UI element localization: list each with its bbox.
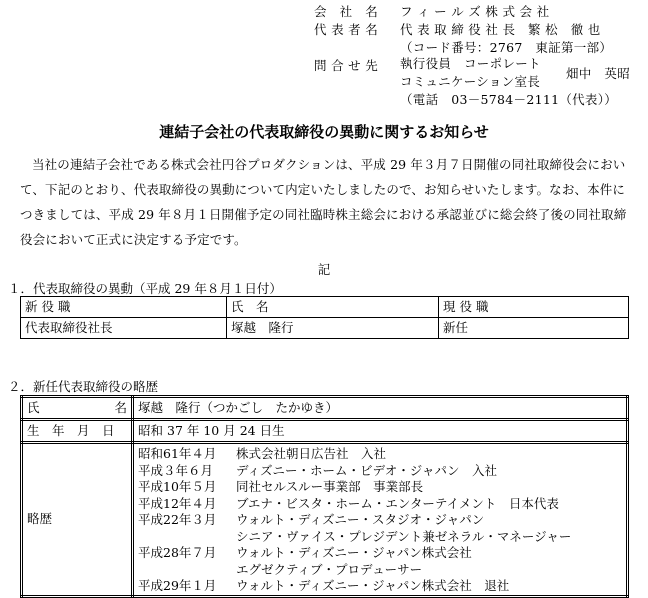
cell-name: 塚越 隆行 xyxy=(227,318,439,339)
table-row xyxy=(21,318,629,339)
contact-name: 畑中 英昭 xyxy=(566,66,631,81)
career-year: 平成12年４月 xyxy=(138,495,217,511)
career-year: 平成10年５月 xyxy=(138,479,217,494)
career-text: 株式会社朝日広告社 入社 xyxy=(236,446,387,461)
table-row xyxy=(22,420,628,443)
birth-value: 昭和 37 年 10 月 24 日生 xyxy=(133,420,628,443)
representative-label: 代 表 者 名 xyxy=(314,22,379,37)
career-text: エグゼクティブ・プロデューサー xyxy=(236,561,423,577)
career-year: 平成３年６月 xyxy=(138,462,214,478)
header-new-position: 新 役 職 xyxy=(21,297,227,318)
list-item xyxy=(138,512,622,529)
birth-label: 生 年 月 日 xyxy=(22,420,133,443)
section2-heading: ２．新任代表取締役の略歴 xyxy=(8,379,159,394)
career-list xyxy=(133,443,628,597)
page-title: 連結子会社の代表取締役の異動に関するお知らせ xyxy=(159,123,489,141)
body-line-1: 当社の連結子会社である株式会社円谷プロダクションは、平成 29 年３月７日開催の同社取締役会におい xyxy=(32,157,626,172)
section1-heading: １．代表取締役の異動（平成 29 年８月１日付） xyxy=(8,281,282,296)
list-item xyxy=(138,496,622,513)
body-line-2: て、下記のとおり、代表取締役の異動について内定いたしましたので、お知らせいたします。なお、本件に xyxy=(20,182,626,197)
career-text: ウォルト・ディズニー・ジャパン株式会社 xyxy=(236,545,472,560)
list-item xyxy=(138,463,622,480)
contact-phone: （電話 03－5784－2111（代表）） xyxy=(400,92,618,107)
table-row xyxy=(22,443,628,597)
contact-title-line1: 執行役員 コーポレート xyxy=(400,56,541,71)
body-line-3: つきましては、平成 29 年８月１日開催予定の同社臨時株主総会における承認並びに総会終了後の同社取締 xyxy=(20,207,627,222)
career-text: ウォルト・ディズニー・スタジオ・ジャパン xyxy=(236,512,485,527)
representative-name: 代 表 取 締 役 社 長 繁 松 徹 也 xyxy=(400,22,601,37)
table-header-row xyxy=(21,297,629,318)
contact-label: 問 合 せ 先 xyxy=(314,58,379,73)
cell-current-position: 新任 xyxy=(439,318,629,339)
career-text: ディズニー・ホーム・ビデオ・ジャパン 入社 xyxy=(236,462,498,478)
officer-change-table xyxy=(20,296,629,339)
ki-mark: 記 xyxy=(317,262,331,277)
list-item xyxy=(138,529,622,546)
header-current-position: 現 役 職 xyxy=(439,297,629,318)
list-item xyxy=(138,562,622,579)
career-text: シニア・ヴァイス・プレジデント兼ゼネラル・マネージャー xyxy=(236,528,572,544)
body-line-4: 役会において正式に決定する予定です。 xyxy=(20,232,247,247)
career-year: 平成22年３月 xyxy=(138,512,217,527)
name-value: 塚越 隆行（つかごし たかゆき） xyxy=(133,397,628,420)
list-item xyxy=(138,545,622,562)
list-item xyxy=(138,446,622,463)
career-text: ブエナ・ビスタ・ホーム・エンターテイメント 日本代表 xyxy=(236,495,559,511)
company-name: フ ィ ー ル ズ 株 式 会 社 xyxy=(400,4,550,19)
cell-new-position: 代表取締役社長 xyxy=(21,318,227,339)
name-label: 氏 名 xyxy=(22,397,133,420)
company-label: 会 社 名 xyxy=(314,4,379,19)
career-text: 同社セルスルー事業部 事業部長 xyxy=(236,479,424,494)
career-text: ウォルト・ディズニー・ジャパン株式会社 退社 xyxy=(236,578,510,593)
career-year: 昭和61年４月 xyxy=(138,446,217,461)
list-item xyxy=(138,578,622,595)
header-name: 氏 名 xyxy=(227,297,439,318)
career-label: 略歴 xyxy=(22,443,133,597)
career-year: 平成28年７月 xyxy=(138,545,217,560)
career-year: 平成29年１月 xyxy=(138,578,217,593)
table-row xyxy=(22,397,628,420)
contact-title-line2: コミュニケーション室長 xyxy=(400,74,541,89)
biography-table xyxy=(20,395,629,598)
stock-code: （コード番号：2767 東証第一部） xyxy=(400,40,613,55)
list-item xyxy=(138,479,622,496)
